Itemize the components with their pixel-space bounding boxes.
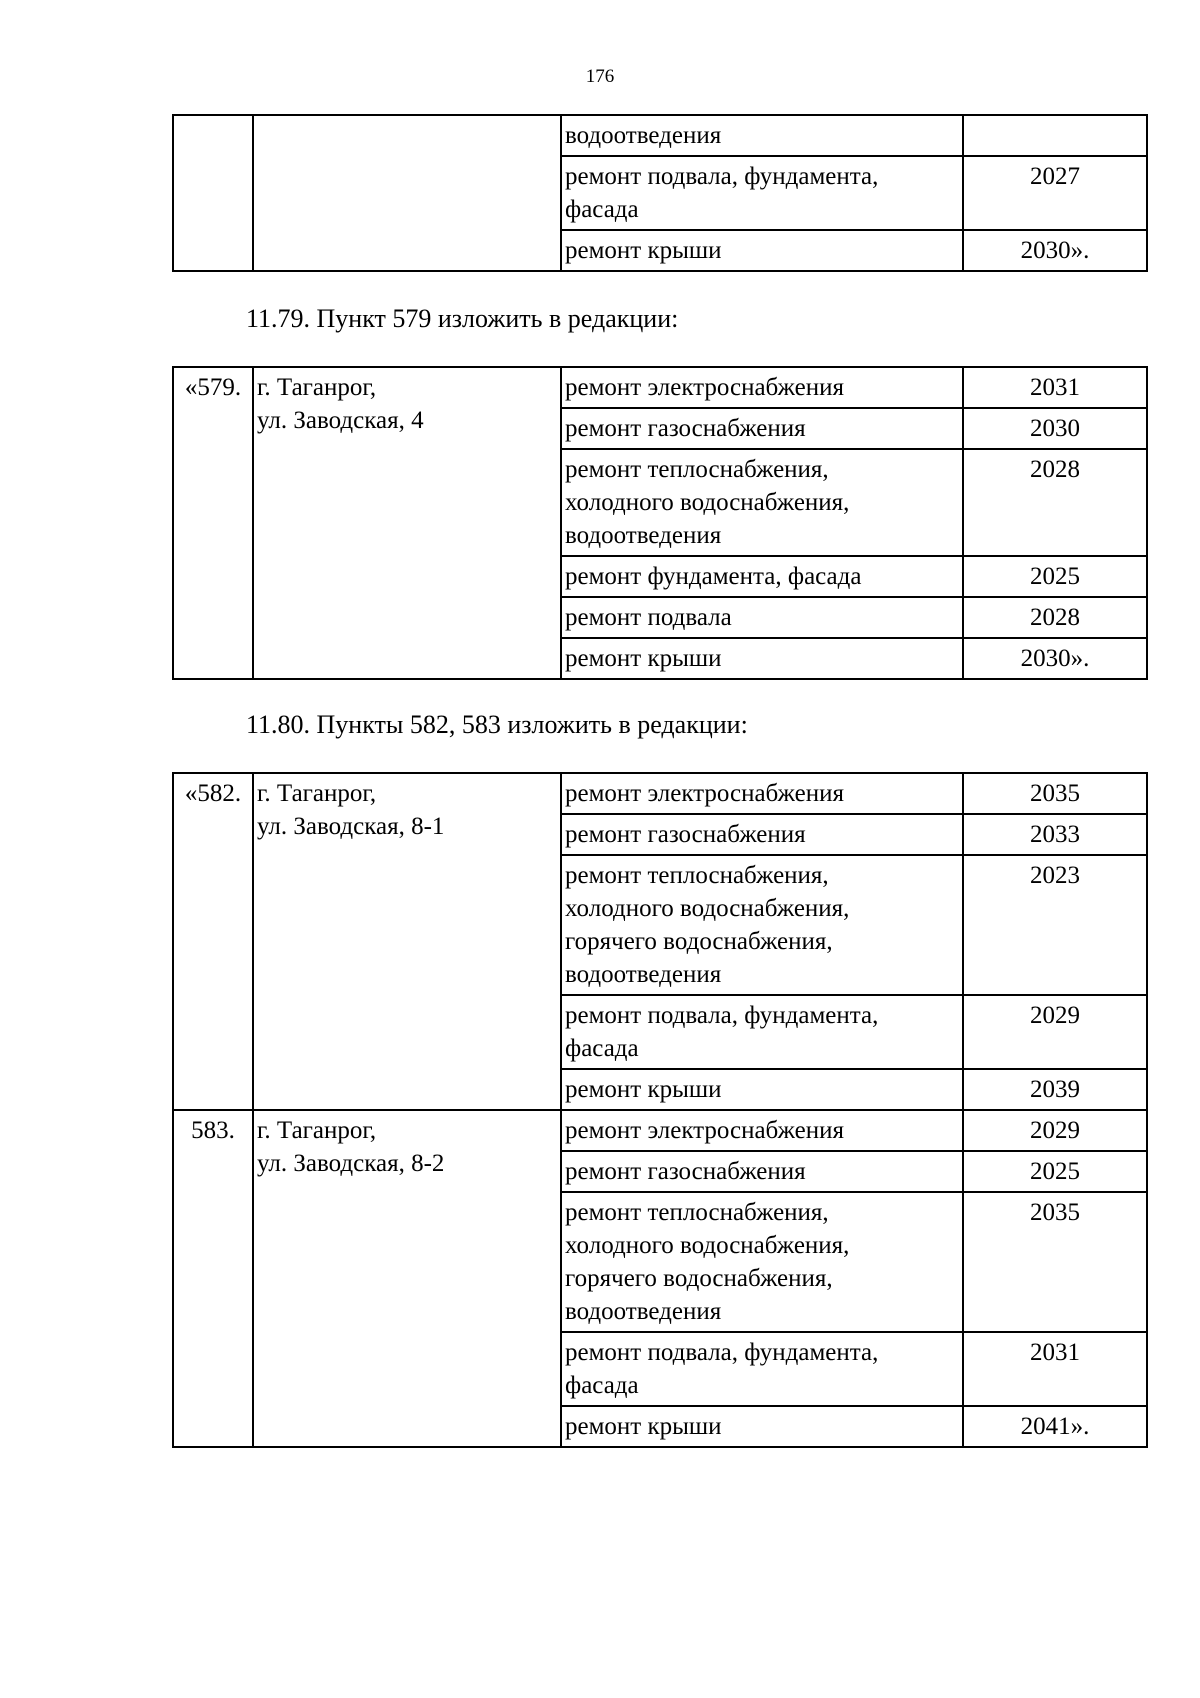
work-cell: ремонт теплоснабжения, холодного водоснабжения, водоотведения	[561, 449, 963, 556]
work-cell: ремонт электроснабжения	[561, 367, 963, 408]
year-cell: 2030».	[963, 230, 1147, 271]
work-cell: ремонт электроснабжения	[561, 773, 963, 814]
year-cell: 2035	[963, 1192, 1147, 1332]
work-cell: ремонт крыши	[561, 230, 963, 271]
year-cell: 2027	[963, 156, 1147, 230]
address-cell: г. Таганрог, ул. Заводская, 8-2	[253, 1110, 561, 1447]
table-row	[173, 1110, 1147, 1151]
table-row	[173, 367, 1147, 408]
year-cell: 2031	[963, 1332, 1147, 1406]
year-cell: 2033	[963, 814, 1147, 855]
work-cell: ремонт газоснабжения	[561, 814, 963, 855]
work-cell: ремонт газоснабжения	[561, 408, 963, 449]
year-cell: 2028	[963, 449, 1147, 556]
work-cell: ремонт теплоснабжения, холодного водоснабжения, горячего водоснабжения, водоотведения	[561, 1192, 963, 1332]
work-cell: ремонт крыши	[561, 1406, 963, 1447]
year-cell: 2031	[963, 367, 1147, 408]
work-cell: ремонт подвала	[561, 597, 963, 638]
year-cell: 2039	[963, 1069, 1147, 1110]
table-items-582-583	[172, 772, 1148, 1448]
address-cell	[253, 115, 561, 271]
page-number: 176	[585, 66, 615, 87]
year-cell	[963, 115, 1147, 156]
item-number-cell: 583.	[173, 1110, 253, 1447]
work-cell: ремонт подвала, фундамента, фасада	[561, 156, 963, 230]
work-cell: водоотведения	[561, 115, 963, 156]
work-cell: ремонт крыши	[561, 1069, 963, 1110]
year-cell: 2030».	[963, 638, 1147, 679]
item-number-cell	[173, 115, 253, 271]
year-cell: 2041».	[963, 1406, 1147, 1447]
work-cell: ремонт электроснабжения	[561, 1110, 963, 1151]
year-cell: 2023	[963, 855, 1147, 995]
year-cell: 2030	[963, 408, 1147, 449]
year-cell: 2035	[963, 773, 1147, 814]
section-heading-11-79: 11.79. Пункт 579 изложить в редакции:	[246, 304, 679, 333]
table-item-579	[172, 366, 1148, 680]
table-row	[173, 115, 1147, 156]
year-cell: 2025	[963, 1151, 1147, 1192]
work-cell: ремонт крыши	[561, 638, 963, 679]
work-cell: ремонт подвала, фундамента, фасада	[561, 995, 963, 1069]
item-number-cell: «579.	[173, 367, 253, 679]
work-cell: ремонт газоснабжения	[561, 1151, 963, 1192]
address-cell: г. Таганрог, ул. Заводская, 8-1	[253, 773, 561, 1110]
work-cell: ремонт фундамента, фасада	[561, 556, 963, 597]
section-heading-11-80: 11.80. Пункты 582, 583 изложить в редакции:	[246, 710, 748, 739]
table-continuation	[172, 114, 1148, 272]
year-cell: 2029	[963, 1110, 1147, 1151]
year-cell: 2029	[963, 995, 1147, 1069]
table-row	[173, 773, 1147, 814]
work-cell: ремонт подвала, фундамента, фасада	[561, 1332, 963, 1406]
work-cell: ремонт теплоснабжения, холодного водоснабжения, горячего водоснабжения, водоотведения	[561, 855, 963, 995]
year-cell: 2025	[963, 556, 1147, 597]
year-cell: 2028	[963, 597, 1147, 638]
address-cell: г. Таганрог, ул. Заводская, 4	[253, 367, 561, 679]
item-number-cell: «582.	[173, 773, 253, 1110]
